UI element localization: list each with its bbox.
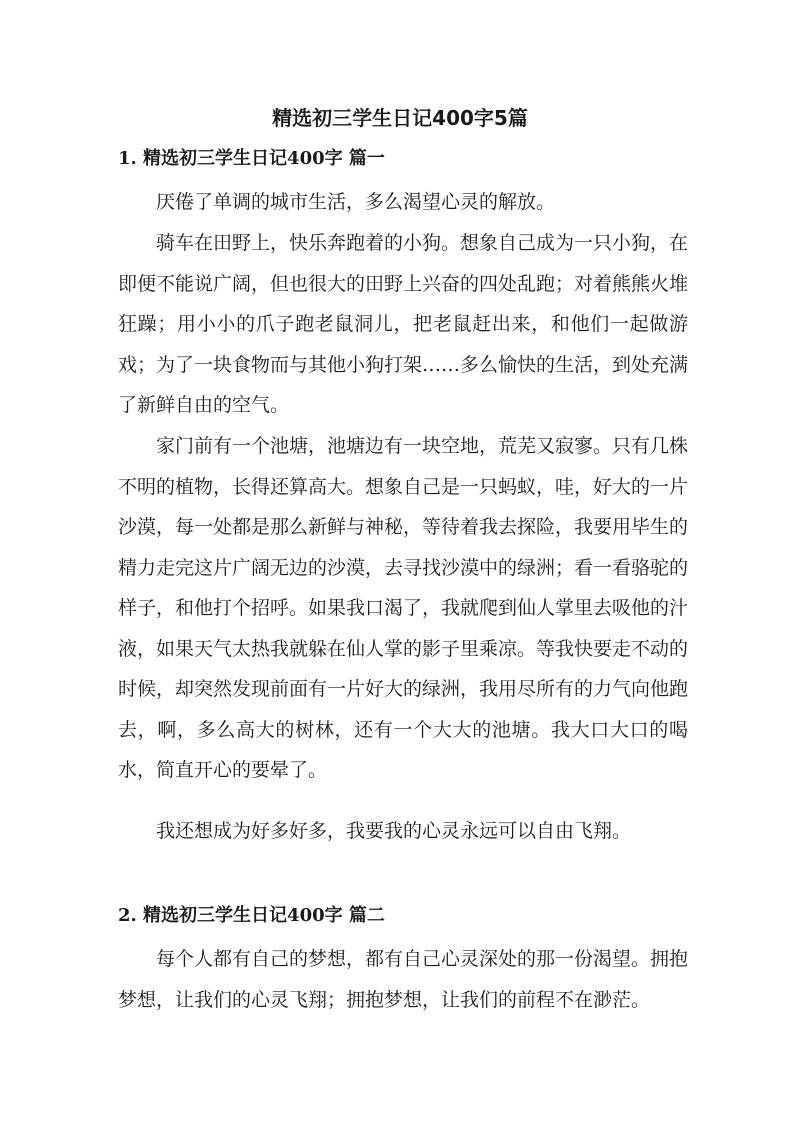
section-1-paragraph-4: 我还想成为好多好多，我要我的心灵永远可以自由飞翔。 [156,820,632,842]
section-heading-2: 2. 精选初三学生日记400字 篇二 [118,905,385,926]
document-title: 精选初三学生日记400字5篇 [272,106,528,130]
section-1-paragraph-2: 骑车在田野上，快乐奔跑着的小狗。想象自己成为一只小狗，在即便不能说广阔，但也很大的田野上兴奋的四处乱跑；对着熊熊火堆狂躁；用小小的爪子跑老鼠洞儿，把老鼠赶出来，和他们一起做游戏；为了一块食物而与其他小狗打架……多么愉快的生活，到处充满了新鲜自由的空气。 [118,232,689,416]
section-1-paragraph-3: 家门前有一个池塘，池塘边有一块空地，荒芜又寂寥。只有几株不明的植物，长得还算高大。想象自己是一只蚂蚁，哇，好大的一片沙漠，每一处都是那么新鲜与神秘，等待着我去探险，我要用毕生的精力走完这片广阔无边的沙漠，去寻找沙漠中的绿洲；看一看骆驼的样子，和他打个招呼。如果我口渴了，我就爬到仙人掌里去吸他的汁液，如果天气太热我就躲在仙人掌的影子里乘凉。等我快要走不动的时候，却突然发现前面有一片好大的绿洲，我用尽所有的力气向他跑去，啊，多么高大的树林，还有一个大大的池塘。我大口大口的喝水，简直开心的要晕了。 [118,435,689,781]
section-2-paragraph-1: 每个人都有自己的梦想，都有自己心灵深处的那一份渴望。拥抱梦想，让我们的心灵飞翔；拥抱梦想，让我们的前程不在渺茫。 [118,948,689,1011]
section-heading-1: 1. 精选初三学生日记400字 篇一 [118,148,385,169]
section-1-paragraph-1: 厌倦了单调的城市生活，多么渴望心灵的解放。 [156,191,556,213]
